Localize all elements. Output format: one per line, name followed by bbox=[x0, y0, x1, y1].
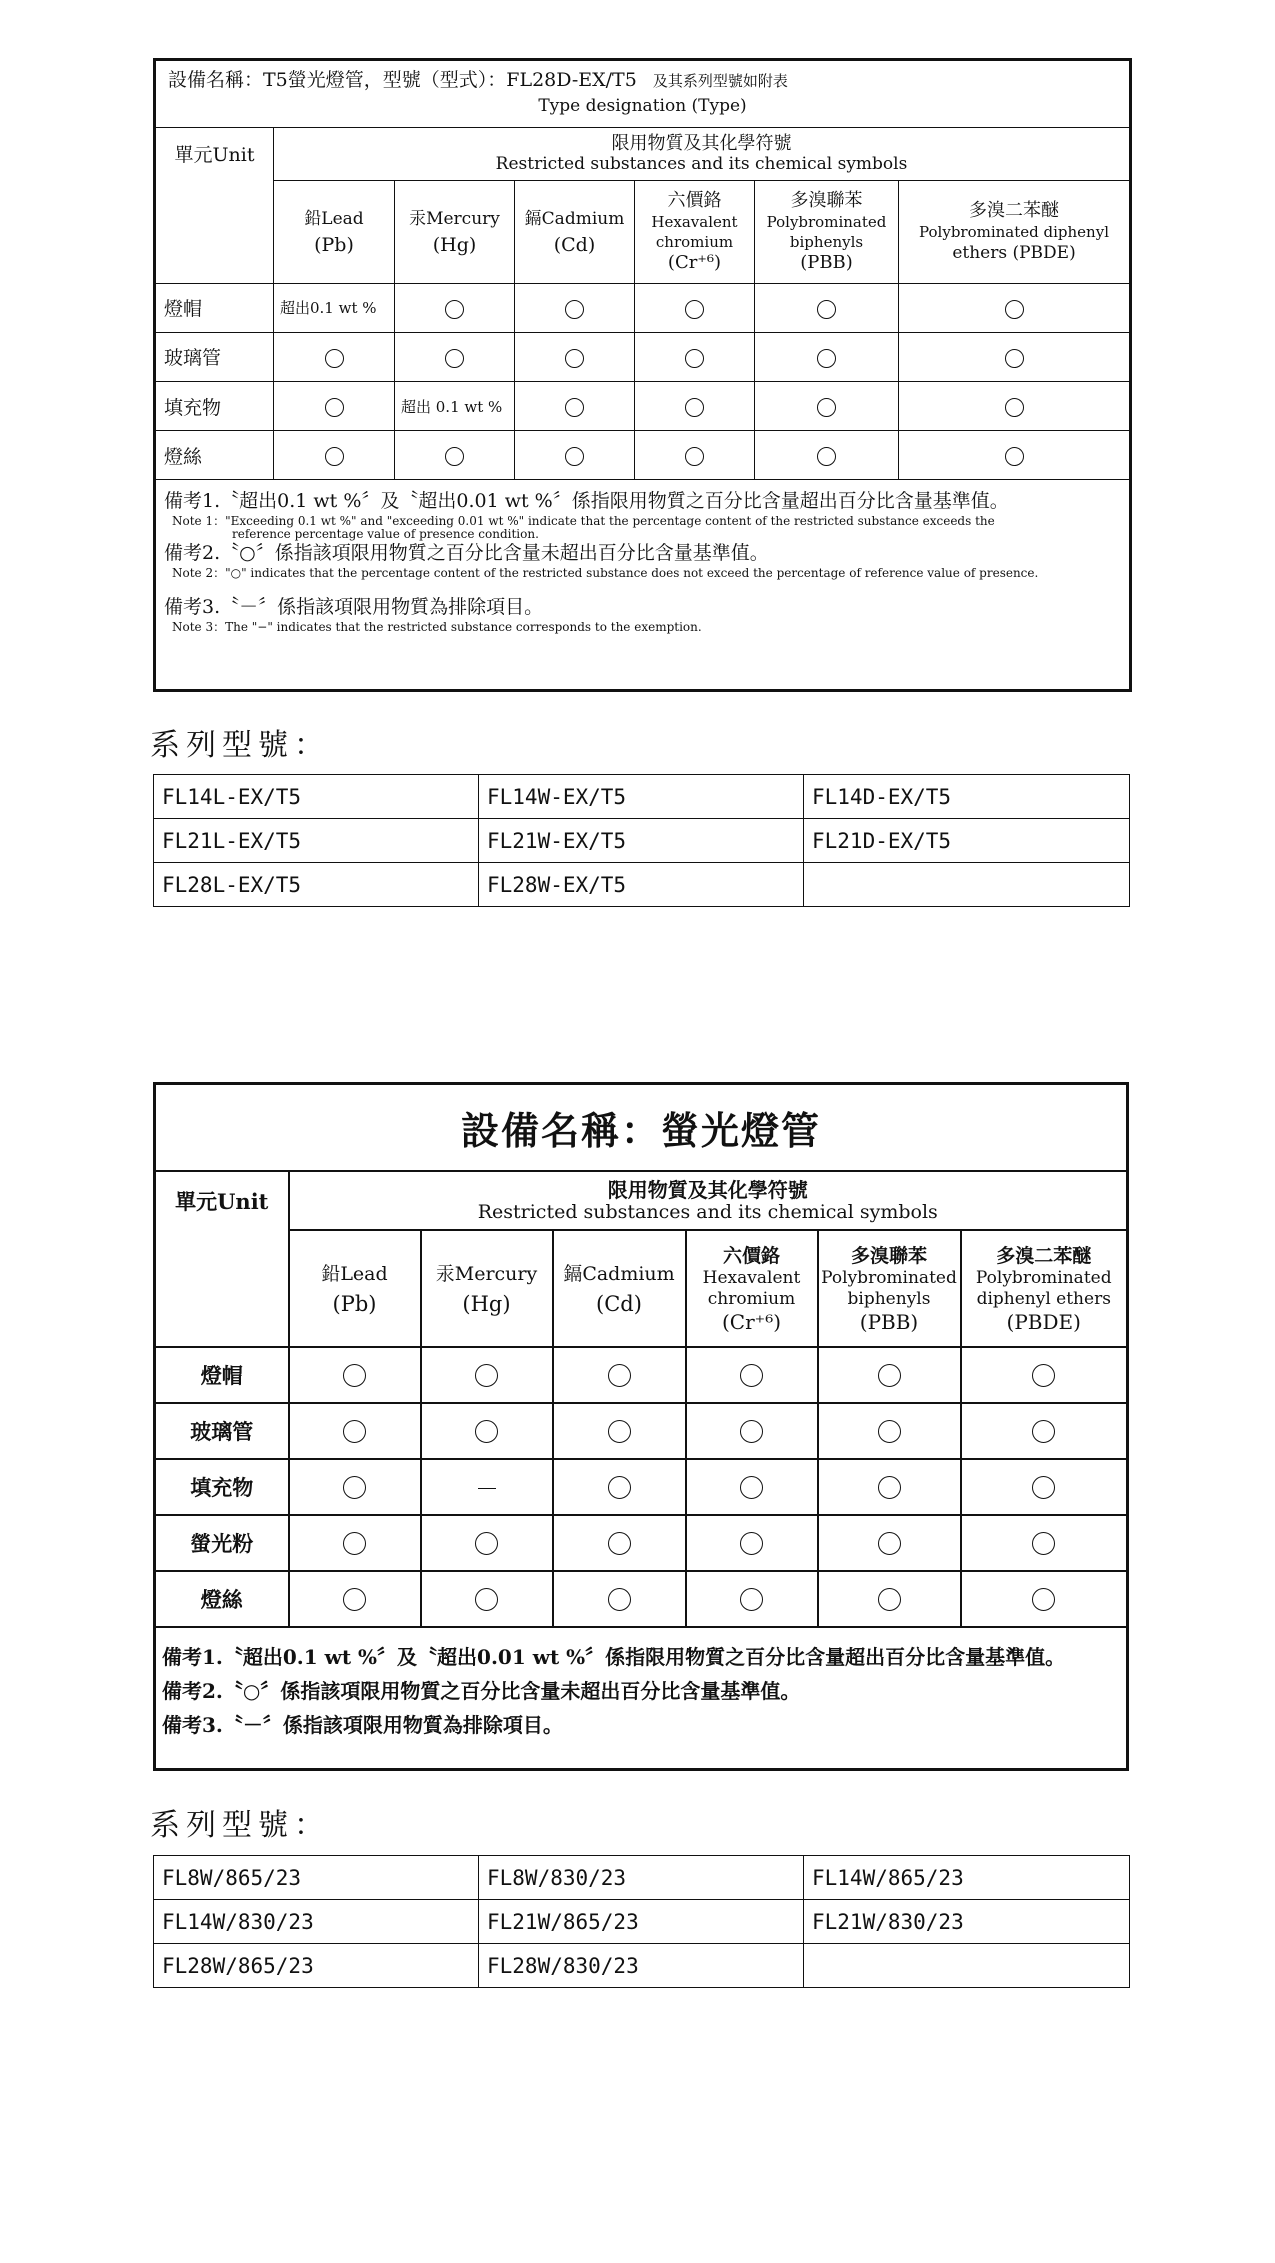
compliant-cell bbox=[635, 332, 755, 381]
compliant-cell bbox=[515, 332, 635, 381]
circle-mark-icon bbox=[565, 447, 584, 466]
circle-mark-icon bbox=[343, 1588, 366, 1611]
circle-mark-icon bbox=[685, 398, 704, 417]
compliant-cell bbox=[818, 1347, 961, 1403]
col-symbol: (Cd) bbox=[553, 234, 596, 257]
dash-mark-icon bbox=[478, 1488, 496, 1489]
circle-mark-icon bbox=[1032, 1532, 1055, 1555]
circle-mark-icon bbox=[445, 300, 464, 319]
compliant-cell bbox=[553, 1571, 686, 1627]
table2-col-mercury bbox=[421, 1230, 553, 1347]
circle-mark-icon bbox=[325, 398, 344, 417]
circle-mark-icon bbox=[740, 1420, 763, 1443]
compliant-cell bbox=[961, 1571, 1128, 1627]
table2-col-pbb bbox=[818, 1230, 961, 1347]
circle-mark-icon bbox=[1032, 1588, 1055, 1611]
circle-mark-icon bbox=[325, 447, 344, 466]
circle-mark-icon bbox=[608, 1420, 631, 1443]
circle-mark-icon bbox=[325, 349, 344, 368]
table2-restricted-zh: 限用物質及其化學符號 bbox=[607, 1177, 808, 1202]
compliant-cell bbox=[635, 381, 755, 430]
row-label: 玻璃管 bbox=[155, 1403, 289, 1459]
compliant-cell bbox=[289, 1347, 421, 1403]
table1-restricted-header bbox=[274, 128, 1131, 181]
row-label: 填充物 bbox=[155, 1459, 289, 1515]
col-name-en: Hexavalent bbox=[651, 213, 738, 232]
compliant-cell bbox=[755, 332, 899, 381]
exemption-cell bbox=[421, 1459, 553, 1515]
circle-mark-icon bbox=[878, 1588, 901, 1611]
compliant-cell bbox=[289, 1459, 421, 1515]
col-name: 汞Mercury bbox=[435, 1262, 538, 1285]
series-row bbox=[154, 775, 1130, 819]
col-name: 汞Mercury bbox=[409, 209, 500, 230]
model-number: FL14W-EX/T5 bbox=[479, 775, 804, 819]
table2-restricted-header bbox=[289, 1171, 1128, 1230]
compliant-cell bbox=[421, 1571, 553, 1627]
table1-col-cadmium bbox=[515, 181, 635, 283]
series1-title: 系列型號： bbox=[150, 728, 330, 763]
compliant-cell bbox=[274, 332, 395, 381]
row-label: 燈絲 bbox=[155, 431, 274, 480]
circle-mark-icon bbox=[445, 447, 464, 466]
col-name: 鉛Lead bbox=[321, 1262, 388, 1285]
compliant-cell bbox=[899, 283, 1131, 332]
table1-restricted-zh: 限用物質及其化學符號 bbox=[611, 133, 792, 155]
circle-mark-icon bbox=[817, 349, 836, 368]
circle-mark-icon bbox=[565, 349, 584, 368]
series2-table bbox=[153, 1855, 1130, 1988]
table-row bbox=[155, 1403, 1128, 1459]
compliant-cell bbox=[421, 1515, 553, 1571]
table1-col-mercury bbox=[395, 181, 515, 283]
model-number: FL28L-EX/T5 bbox=[154, 863, 479, 907]
note1-en-cont: reference percentage value of presence condition. bbox=[232, 527, 539, 542]
table2-col-lead bbox=[289, 1230, 421, 1347]
table1-col-pbb bbox=[755, 181, 899, 283]
col-name: 鎘Cadmium bbox=[563, 1262, 675, 1285]
col-name-en: biphenyls bbox=[789, 233, 864, 252]
circle-mark-icon bbox=[445, 349, 464, 368]
col-name-en: ethers (PBDE) bbox=[952, 243, 1076, 264]
row-label: 填充物 bbox=[155, 381, 274, 430]
circle-mark-icon bbox=[475, 1420, 498, 1443]
compliant-cell bbox=[553, 1459, 686, 1515]
table1-title-en: Type designation (Type) bbox=[538, 96, 747, 116]
table1-title-suffix: 及其系列型號如附表 bbox=[652, 72, 788, 90]
compliant-cell bbox=[515, 431, 635, 480]
col-symbol: (Pb) bbox=[314, 234, 354, 257]
compliant-cell bbox=[818, 1459, 961, 1515]
empty-cell bbox=[804, 863, 1130, 907]
table1-col-pbde bbox=[899, 181, 1131, 283]
compliant-cell bbox=[289, 1515, 421, 1571]
exceeds-cell: 超出 0.1 wt % bbox=[395, 381, 515, 430]
rohs-table-2 bbox=[153, 1082, 1129, 1771]
series-row bbox=[154, 819, 1130, 863]
compliant-cell bbox=[755, 381, 899, 430]
compliant-cell bbox=[515, 283, 635, 332]
col-name: 六價鉻 bbox=[667, 190, 722, 212]
col-name: 多溴聯苯 bbox=[790, 190, 863, 212]
compliant-cell bbox=[289, 1571, 421, 1627]
compliant-cell bbox=[755, 283, 899, 332]
compliant-cell bbox=[686, 1459, 818, 1515]
compliant-cell bbox=[818, 1515, 961, 1571]
table-row bbox=[155, 283, 1131, 332]
col-name-en: Polybrominated bbox=[821, 1267, 957, 1288]
circle-mark-icon bbox=[343, 1364, 366, 1387]
circle-mark-icon bbox=[475, 1532, 498, 1555]
note3-en: Note 3：The "−" indicates that the restricted substance corresponds to the exemption. bbox=[172, 620, 702, 635]
circle-mark-icon bbox=[878, 1364, 901, 1387]
compliant-cell bbox=[289, 1403, 421, 1459]
circle-mark-icon bbox=[740, 1588, 763, 1611]
circle-mark-icon bbox=[878, 1476, 901, 1499]
col-name-en: Polybrominated bbox=[766, 213, 887, 232]
series-row bbox=[154, 1856, 1130, 1900]
col-name: 鎘Cadmium bbox=[524, 209, 625, 230]
col-name-en: Hexavalent bbox=[702, 1267, 801, 1288]
model-number: FL21W-EX/T5 bbox=[479, 819, 804, 863]
model-number: FL28W/830/23 bbox=[479, 1944, 804, 1988]
table-row bbox=[155, 1571, 1128, 1627]
rohs-table-1 bbox=[153, 58, 1132, 692]
compliant-cell bbox=[818, 1403, 961, 1459]
col-name-en: biphenyls bbox=[847, 1288, 931, 1309]
circle-mark-icon bbox=[685, 447, 704, 466]
compliant-cell bbox=[818, 1571, 961, 1627]
circle-mark-icon bbox=[608, 1588, 631, 1611]
note3-zh: 備考3.〝－〞係指該項限用物質為排除項目。 bbox=[164, 596, 544, 619]
table1-title bbox=[155, 60, 1131, 128]
col-symbol: (PBDE) bbox=[1006, 1309, 1081, 1334]
col-name-en: chromium bbox=[707, 1288, 796, 1309]
model-number: FL28W-EX/T5 bbox=[479, 863, 804, 907]
model-number: FL14L-EX/T5 bbox=[154, 775, 479, 819]
circle-mark-icon bbox=[1032, 1420, 1055, 1443]
compliant-cell bbox=[421, 1403, 553, 1459]
row-label: 螢光粉 bbox=[155, 1515, 289, 1571]
circle-mark-icon bbox=[1005, 300, 1024, 319]
table2-col-pbde bbox=[961, 1230, 1128, 1347]
circle-mark-icon bbox=[740, 1364, 763, 1387]
series1-table bbox=[153, 774, 1130, 907]
exceeds-cell: 超出0.1 wt % bbox=[274, 283, 395, 332]
table-row bbox=[155, 1347, 1128, 1403]
note2-zh: 備考2.〝○〞係指該項限用物質之百分比含量未超出百分比含量基準值。 bbox=[162, 1679, 801, 1703]
circle-mark-icon bbox=[565, 300, 584, 319]
note3-zh: 備考3.〝－〞係指該項限用物質為排除項目。 bbox=[162, 1713, 563, 1737]
table2-col-chromium bbox=[686, 1230, 818, 1347]
circle-mark-icon bbox=[878, 1420, 901, 1443]
compliant-cell bbox=[635, 283, 755, 332]
model-number: FL14W/865/23 bbox=[804, 1856, 1130, 1900]
compliant-cell bbox=[395, 431, 515, 480]
table1-notes bbox=[155, 480, 1131, 691]
table1-col-lead bbox=[274, 181, 395, 283]
model-number: FL14D-EX/T5 bbox=[804, 775, 1130, 819]
row-label: 玻璃管 bbox=[155, 332, 274, 381]
note1-zh: 備考1.〝超出0.1 wt %〞及〝超出0.01 wt %〞係指限用物質之百分比含量超出百分比含量基準值。 bbox=[162, 1645, 1066, 1669]
circle-mark-icon bbox=[1005, 398, 1024, 417]
col-symbol: (PBB) bbox=[800, 252, 853, 274]
empty-cell bbox=[804, 1944, 1130, 1988]
compliant-cell bbox=[899, 381, 1131, 430]
compliant-cell bbox=[421, 1347, 553, 1403]
circle-mark-icon bbox=[1005, 447, 1024, 466]
compliant-cell bbox=[274, 431, 395, 480]
series-row bbox=[154, 1944, 1130, 1988]
table1-col-chromium bbox=[635, 181, 755, 283]
note1-en: Note 1："Exceeding 0.1 wt %" and "exceeding 0.01 wt %" indicate that the percentage content of the restricted substance exceeds the bbox=[172, 514, 995, 529]
model-number: FL8W/830/23 bbox=[479, 1856, 804, 1900]
compliant-cell bbox=[961, 1459, 1128, 1515]
circle-mark-icon bbox=[1032, 1364, 1055, 1387]
compliant-cell bbox=[553, 1515, 686, 1571]
table-row bbox=[155, 431, 1131, 480]
compliant-cell bbox=[899, 332, 1131, 381]
col-name-en: chromium bbox=[655, 233, 734, 252]
circle-mark-icon bbox=[565, 398, 584, 417]
compliant-cell bbox=[961, 1515, 1128, 1571]
col-symbol: (Cr⁺⁶) bbox=[667, 252, 722, 274]
compliant-cell bbox=[635, 431, 755, 480]
series-row bbox=[154, 1900, 1130, 1944]
compliant-cell bbox=[553, 1403, 686, 1459]
compliant-cell bbox=[686, 1347, 818, 1403]
circle-mark-icon bbox=[740, 1476, 763, 1499]
col-symbol: (PBB) bbox=[859, 1309, 919, 1334]
circle-mark-icon bbox=[1032, 1476, 1055, 1499]
circle-mark-icon bbox=[740, 1532, 763, 1555]
table-row bbox=[155, 381, 1131, 430]
compliant-cell bbox=[961, 1347, 1128, 1403]
col-name: 多溴聯苯 bbox=[850, 1244, 927, 1267]
circle-mark-icon bbox=[343, 1532, 366, 1555]
model-number: FL21D-EX/T5 bbox=[804, 819, 1130, 863]
model-number: FL28W/865/23 bbox=[154, 1944, 479, 1988]
table2-notes bbox=[155, 1627, 1128, 1770]
circle-mark-icon bbox=[608, 1532, 631, 1555]
circle-mark-icon bbox=[878, 1532, 901, 1555]
table2-title: 設備名稱：螢光燈管 bbox=[155, 1084, 1128, 1172]
compliant-cell bbox=[686, 1571, 818, 1627]
table2-col-cadmium bbox=[553, 1230, 686, 1347]
col-name: 多溴二苯醚 bbox=[969, 200, 1060, 222]
table1-unit-label: 單元Unit bbox=[155, 128, 274, 284]
note2-zh: 備考2.〝○〞係指該項限用物質之百分比含量未超出百分比含量基準值。 bbox=[164, 542, 769, 565]
circle-mark-icon bbox=[1005, 349, 1024, 368]
model-number: FL21W/865/23 bbox=[479, 1900, 804, 1944]
compliant-cell bbox=[395, 332, 515, 381]
model-number: FL21W/830/23 bbox=[804, 1900, 1130, 1944]
row-label: 燈絲 bbox=[155, 1571, 289, 1627]
col-symbol: (Cd) bbox=[596, 1291, 642, 1316]
circle-mark-icon bbox=[685, 349, 704, 368]
col-symbol: (Cr⁺⁶) bbox=[721, 1309, 782, 1334]
col-name-en: diphenyl ethers bbox=[976, 1288, 1111, 1309]
circle-mark-icon bbox=[685, 300, 704, 319]
col-symbol: (Pb) bbox=[332, 1291, 377, 1316]
table2-unit-label: 單元Unit bbox=[155, 1171, 289, 1347]
model-number: FL21L-EX/T5 bbox=[154, 819, 479, 863]
circle-mark-icon bbox=[608, 1364, 631, 1387]
series-row bbox=[154, 863, 1130, 907]
col-name: 多溴二苯醚 bbox=[996, 1244, 1092, 1267]
series2-title: 系列型號： bbox=[150, 1808, 330, 1843]
circle-mark-icon bbox=[608, 1476, 631, 1499]
compliant-cell bbox=[395, 283, 515, 332]
note2-en: Note 2："○" indicates that the percentage content of the restricted substance does not exceed the percentage of reference value of presence. bbox=[172, 566, 1039, 581]
col-symbol: (Hg) bbox=[432, 234, 477, 257]
circle-mark-icon bbox=[817, 300, 836, 319]
compliant-cell bbox=[961, 1403, 1128, 1459]
col-name-en: Polybrominated diphenyl bbox=[919, 223, 1109, 242]
table-row bbox=[155, 1459, 1128, 1515]
model-number: FL8W/865/23 bbox=[154, 1856, 479, 1900]
table1-title-zh: 設備名稱：T5螢光燈管，型號（型式）：FL28D-EX/T5 bbox=[168, 69, 637, 91]
table2-restricted-en: Restricted substances and its chemical symbols bbox=[477, 1200, 938, 1223]
circle-mark-icon bbox=[817, 398, 836, 417]
table-row bbox=[155, 1515, 1128, 1571]
col-name-en: Polybrominated bbox=[975, 1267, 1112, 1288]
model-number: FL14W/830/23 bbox=[154, 1900, 479, 1944]
compliant-cell bbox=[686, 1515, 818, 1571]
compliant-cell bbox=[515, 381, 635, 430]
col-name: 鉛Lead bbox=[304, 209, 364, 230]
compliant-cell bbox=[899, 431, 1131, 480]
compliant-cell bbox=[755, 431, 899, 480]
col-name: 六價鉻 bbox=[722, 1244, 780, 1267]
circle-mark-icon bbox=[817, 447, 836, 466]
circle-mark-icon bbox=[475, 1588, 498, 1611]
circle-mark-icon bbox=[343, 1476, 366, 1499]
compliant-cell bbox=[553, 1347, 686, 1403]
circle-mark-icon bbox=[475, 1364, 498, 1387]
row-label: 燈帽 bbox=[155, 1347, 289, 1403]
table1-restricted-en: Restricted substances and its chemical symbols bbox=[495, 154, 908, 175]
note1-zh: 備考1.〝超出0.1 wt %〞及〝超出0.01 wt %〞係指限用物質之百分比含量超出百分比含量基準值。 bbox=[164, 490, 1009, 513]
col-symbol: (Hg) bbox=[462, 1291, 511, 1316]
compliant-cell bbox=[274, 381, 395, 430]
circle-mark-icon bbox=[343, 1420, 366, 1443]
row-label: 燈帽 bbox=[155, 283, 274, 332]
compliant-cell bbox=[686, 1403, 818, 1459]
table-row bbox=[155, 332, 1131, 381]
